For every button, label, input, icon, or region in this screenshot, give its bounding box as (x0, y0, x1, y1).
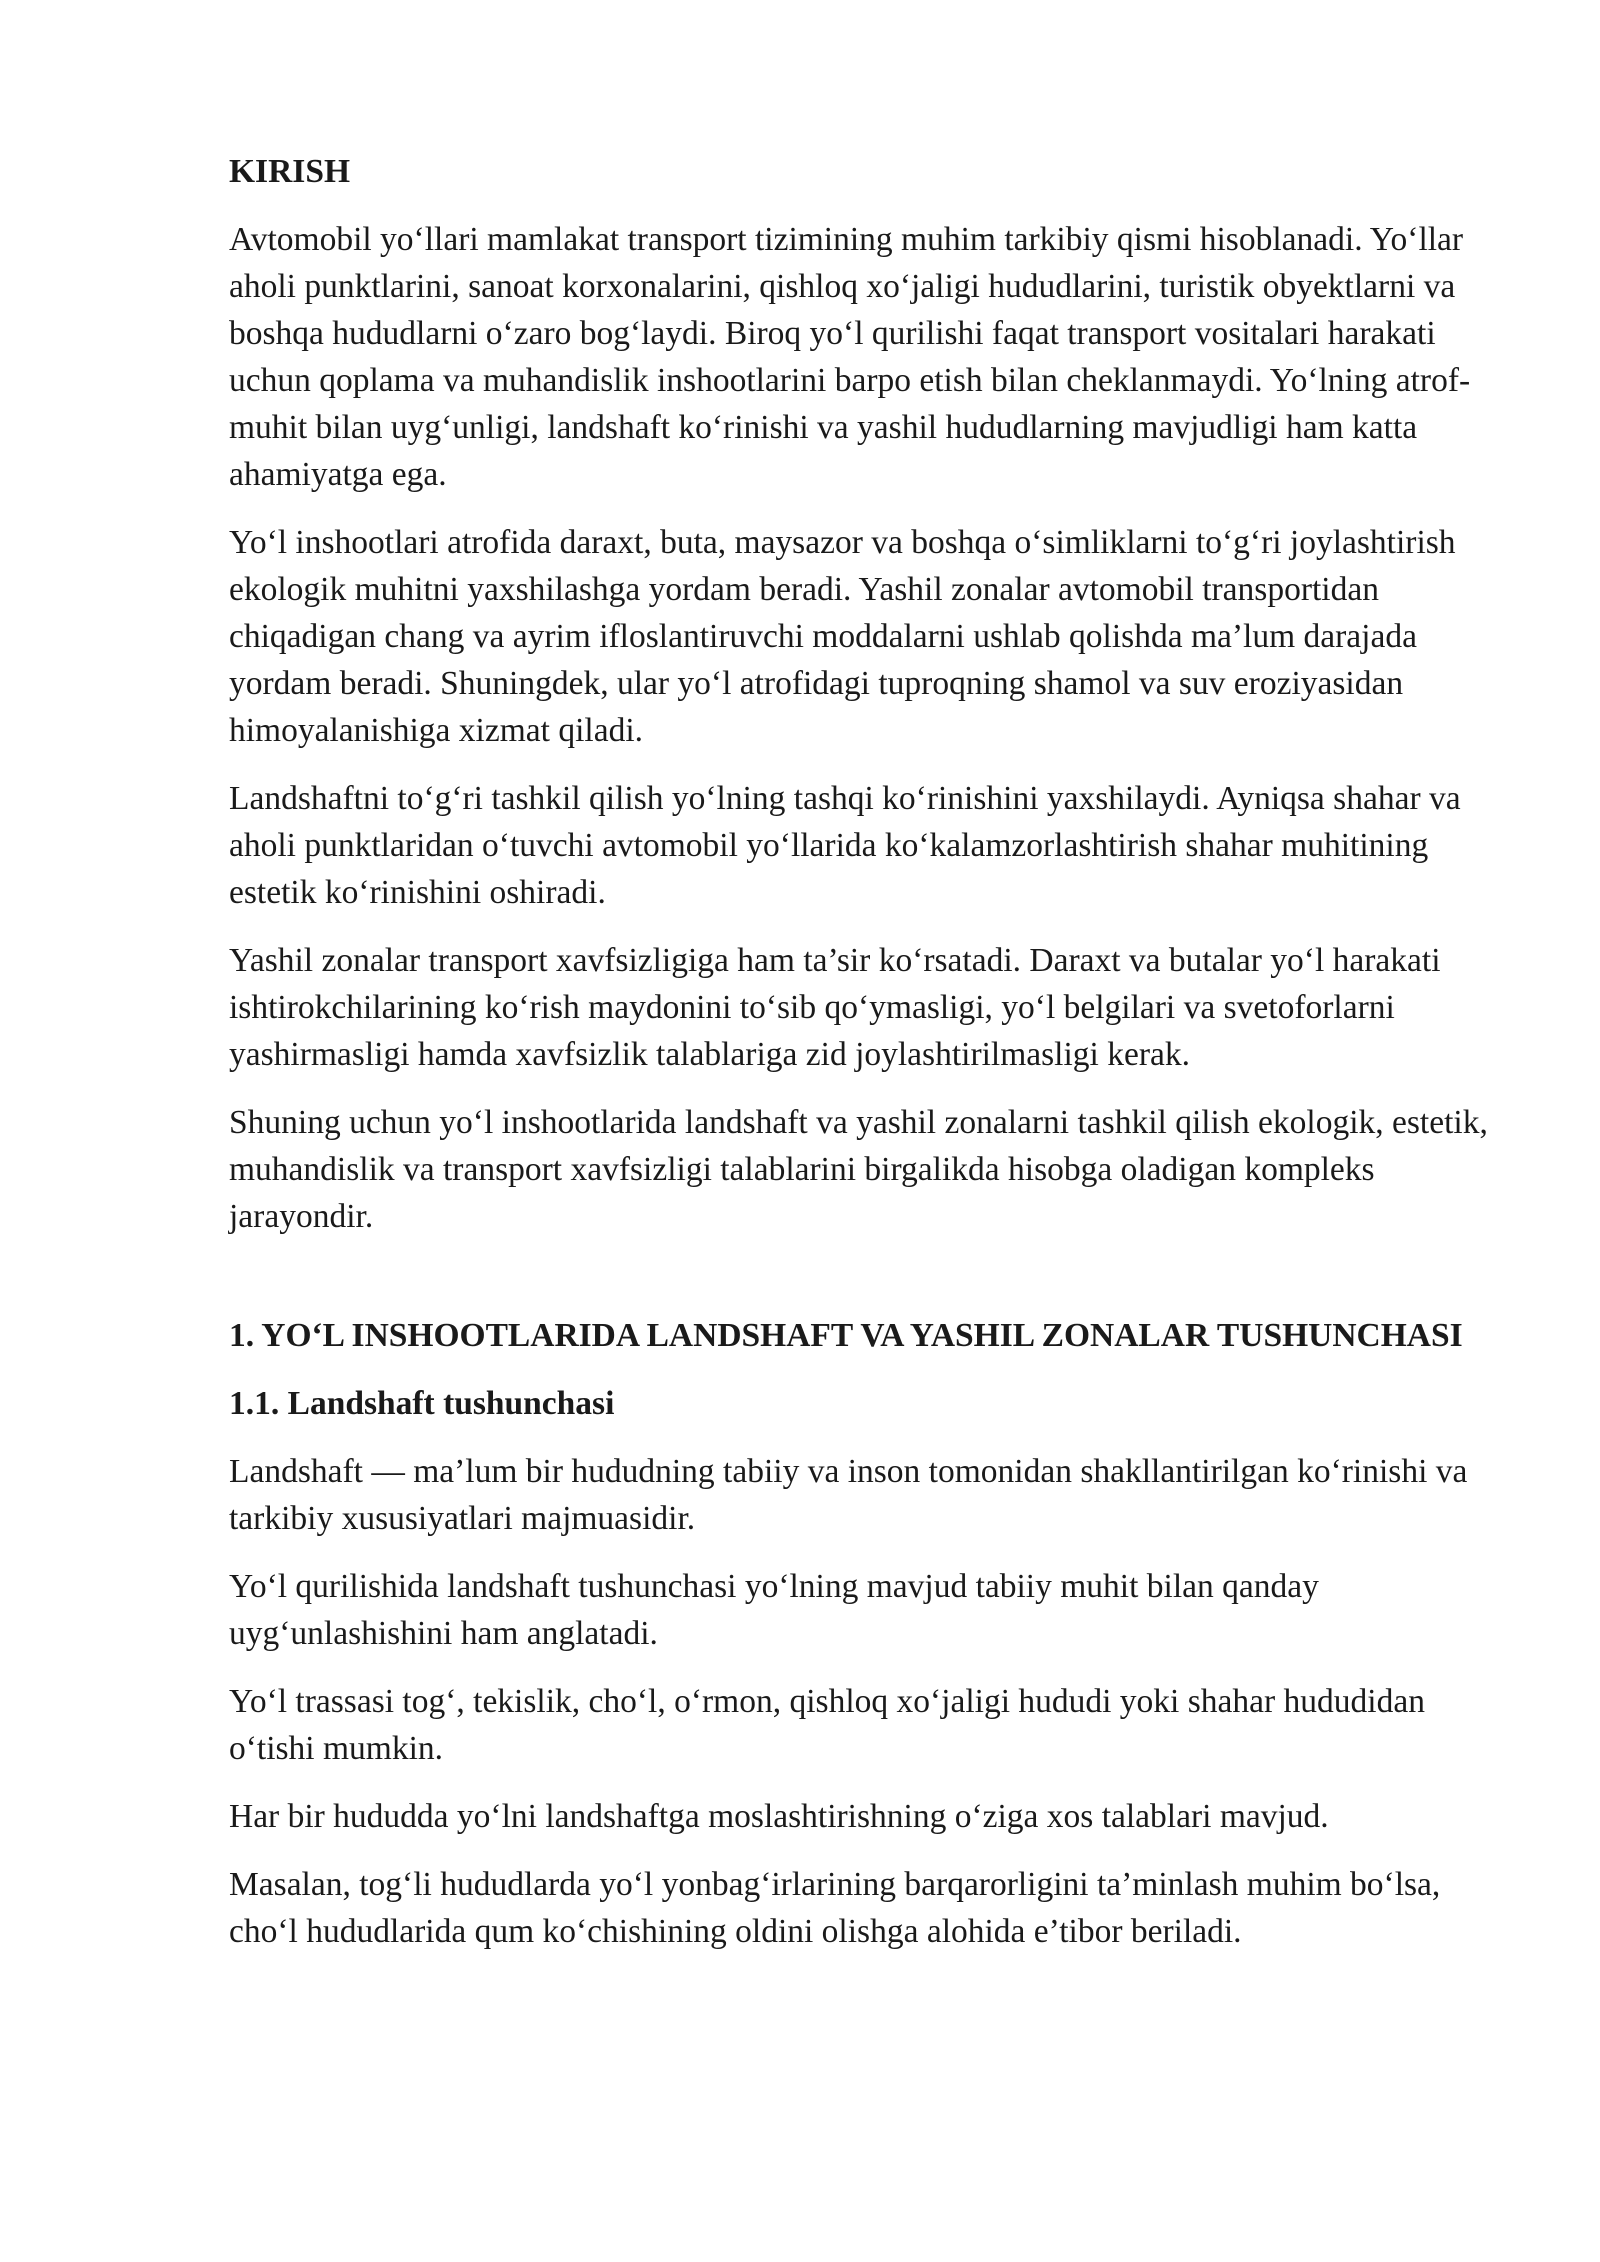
section-paragraph: Yo‘l trassasi tog‘, tekislik, cho‘l, o‘rmon, qishloq xo‘jaligi hududi yoki shahar hududidan o‘tishi mumkin. (229, 1683, 1425, 1767)
intro-paragraph: Yo‘l inshootlari atrofida daraxt, buta, maysazor va boshqa o‘simliklarni to‘g‘ri joylashtirish ekologik muhitni yaxshilashga yordam beradi. Yashil zonalar avtomobil transportidan chiqadigan chang va ayrim ifloslantiruvchi moddalarni ushlab qolishda ma’lum darajada yordam beradi. Shuningdek, ular yo‘l atrofidagi tuproqning shamol va suv eroziyasidan himoyalanishiga xizmat qiladi. (229, 524, 1456, 749)
intro-paragraph: Avtomobil yo‘llari mamlakat transport tizimining muhim tarkibiy qismi hisoblanadi. Yo‘llar aholi punktlarini, sanoat korxonalarini, qishloq xo‘jaligi hududlarini, turistik obyektlarni va boshqa hududlarni o‘zaro bog‘laydi. Biroq yo‘l qurilishi faqat transport vositalari harakati uchun qoplama va muhandislik inshootlarini barpo etish bilan cheklanmaydi. Yo‘lning atrof-muhit bilan uyg‘unligi, landshaft ko‘rinishi va yashil hududlarning mavjudligi ham katta ahamiyatga ega. (229, 221, 1471, 493)
section-heading: 1. YO‘L INSHOOTLARIDA LANDSHAFT VA YASHIL ZONALAR TUSHUNCHASI (229, 1317, 1463, 1354)
intro-heading: KIRISH (229, 153, 351, 190)
document-body (229, 148, 1491, 1976)
section-paragraph: Landshaft — ma’lum bir hududning tabiiy va inson tomonidan shakllantirilgan ko‘rinishi va tarkibiy xususiyatlari majmuasidir. (229, 1453, 1468, 1537)
subsection-heading: 1.1. Landshaft tushunchasi (229, 1385, 615, 1422)
intro-paragraph: Shuning uchun yo‘l inshootlarida landshaft va yashil zonalarni tashkil qilish ekologik, estetik, muhandislik va transport xavfsizligi talablarini birgalikda hisobga oladigan kompleks jarayondir. (229, 1104, 1488, 1235)
intro-paragraph: Landshaftni to‘g‘ri tashkil qilish yo‘lning tashqi ko‘rinishini yaxshilaydi. Ayniqsa shahar va aholi punktlaridan o‘tuvchi avtomobil yo‘llarida ko‘kalamzorlashtirish shahar muhitining estetik ko‘rinishini oshiradi. (229, 780, 1461, 911)
section-paragraph: Masalan, tog‘li hududlarda yo‘l yonbag‘irlarining barqarorligini ta’minlash muhim bo‘lsa, cho‘l hududlarida qum ko‘chishining oldini olishga alohida e’tibor beriladi. (229, 1866, 1441, 1950)
section-paragraph: Har bir hududda yo‘lni landshaftga moslashtirishning o‘ziga xos talablari mavjud. (229, 1798, 1329, 1835)
intro-paragraph: Yashil zonalar transport xavfsizligiga ham ta’sir ko‘rsatadi. Daraxt va butalar yo‘l harakati ishtirokchilarining ko‘rish maydonini to‘sib qo‘ymasligi, yo‘l belgilari va svetoforlarni yashirmasligi hamda xavfsizlik talablariga zid joylashtirilmasligi kerak. (229, 942, 1441, 1073)
section-paragraph: Yo‘l qurilishida landshaft tushunchasi yo‘lning mavjud tabiiy muhit bilan qanday uyg‘unlashishini ham anglatadi. (229, 1568, 1319, 1652)
